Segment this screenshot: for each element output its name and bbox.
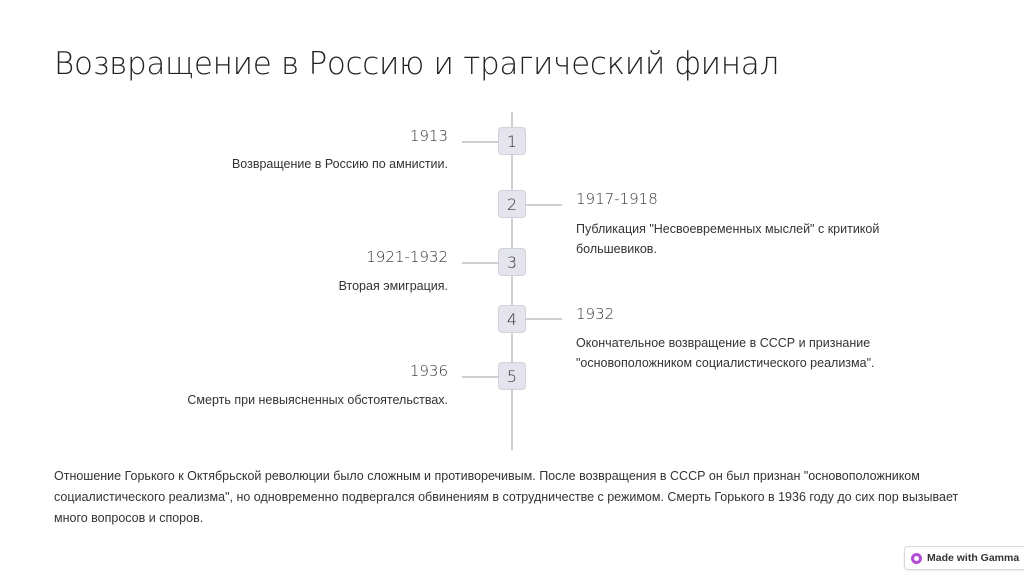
timeline-node-1: 1 bbox=[498, 127, 526, 155]
timeline-year-2: 1917-1918 bbox=[576, 190, 658, 208]
timeline-text-3: Вторая эмиграция. bbox=[338, 279, 448, 293]
timeline-year-3: 1921-1932 bbox=[366, 248, 448, 266]
timeline-text-1: Возвращение в Россию по амнистии. bbox=[231, 157, 448, 171]
summary-paragraph: Отношение Горького к Октябрьской революции было сложным и противоречивым. После возвращения в СССР он был признан "основоположником социалистического реализма", но одновременно подвергался обвинениям в сотрудничестве с режимом. Смерть Горького в 1936 году до сих пор вызывает много вопросов и споров. bbox=[54, 469, 959, 525]
timeline-node-3: 3 bbox=[498, 248, 526, 276]
timeline-year-4: 1932 bbox=[576, 305, 615, 323]
timeline-node-4: 4 bbox=[498, 305, 526, 333]
page-title: Возвращение в Россию и трагический финал bbox=[54, 46, 779, 82]
timeline-text-5: Смерть при невыясненных обстоятельствах. bbox=[187, 393, 448, 407]
timeline-text-2: Публикация "Несвоевременных мыслей" с критикой большевиков. bbox=[576, 222, 880, 256]
timeline-connector bbox=[462, 141, 498, 143]
timeline-text-4: Окончательное возвращение в СССР и признание "основоположником социалистического реализма". bbox=[576, 336, 875, 370]
timeline-connector bbox=[526, 204, 562, 206]
gamma-logo-icon bbox=[911, 553, 922, 564]
badge-label: Made with Gamma bbox=[927, 552, 1020, 564]
timeline-year-5: 1936 bbox=[409, 362, 448, 380]
made-with-gamma-badge[interactable] bbox=[904, 546, 1024, 570]
timeline-year-1: 1913 bbox=[409, 127, 448, 145]
timeline-node-5: 5 bbox=[498, 362, 526, 390]
timeline-node-2: 2 bbox=[498, 190, 526, 218]
timeline-connector bbox=[526, 318, 562, 320]
timeline-connector bbox=[462, 376, 498, 378]
timeline-axis bbox=[511, 112, 513, 450]
timeline-connector bbox=[462, 262, 498, 264]
